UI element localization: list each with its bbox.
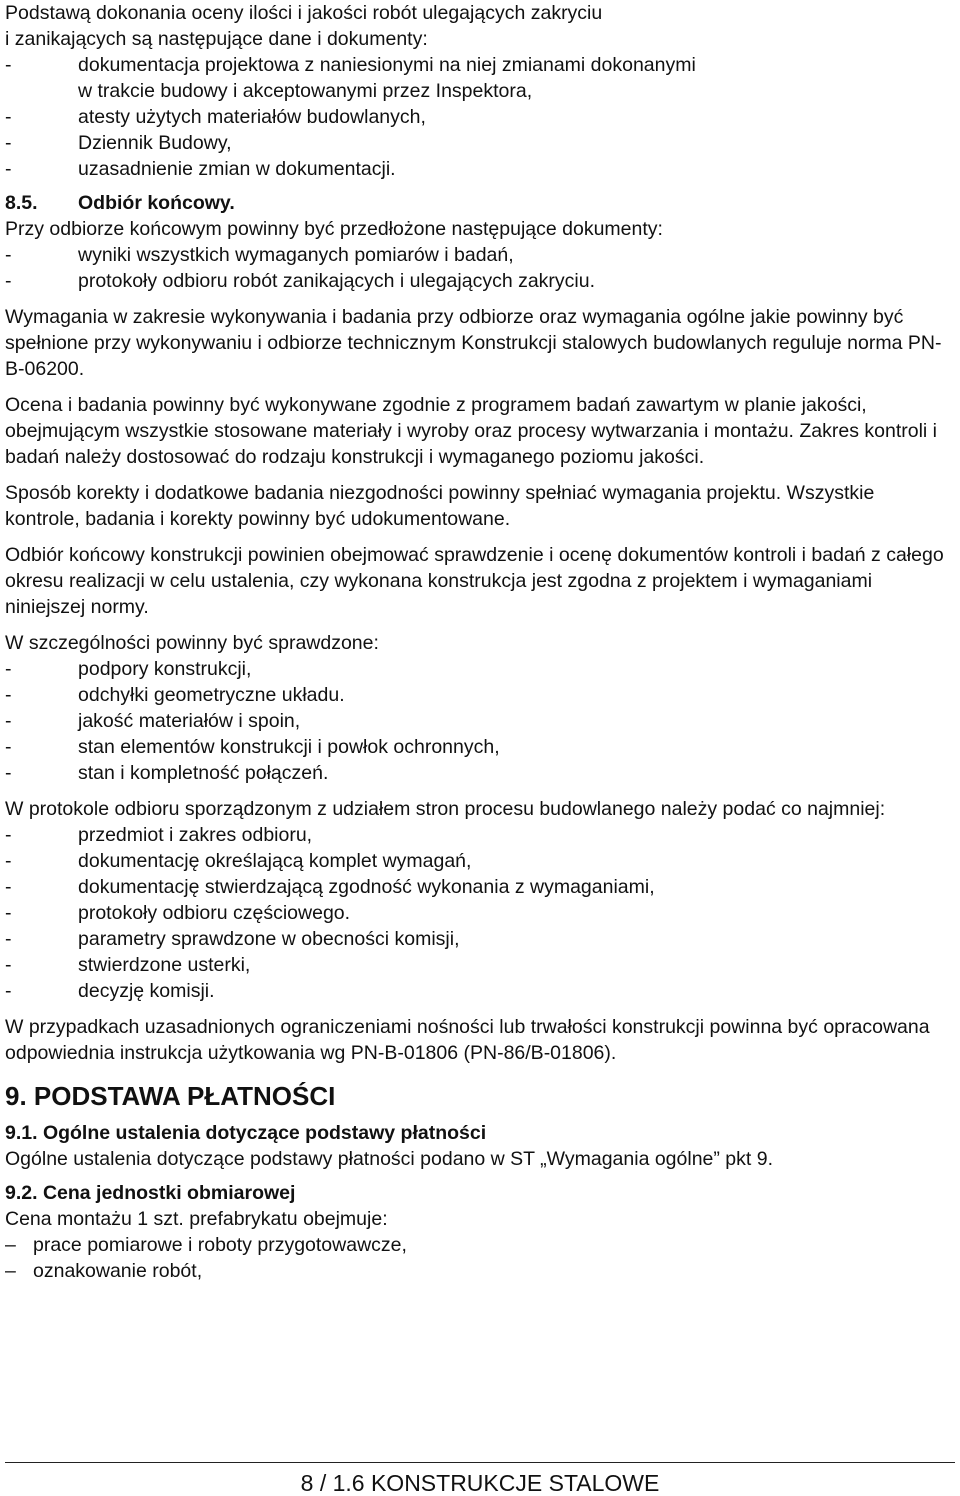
section-9-1-title: 9.1. Ogólne ustalenia dotyczące podstawy płatności — [5, 1122, 487, 1144]
list-item: - jakość materiałów i spoin, — [5, 710, 301, 732]
list-item: - parametry sprawdzone w obecności komisji, — [5, 928, 460, 950]
list-item: - dokumentację stwierdzającą zgodność wykonania z wymaganiami, — [5, 876, 655, 898]
document-page — [5, 0, 953, 1284]
intro-list — [5, 52, 953, 182]
list-item: - stan i kompletność połączeń. — [5, 762, 329, 784]
paragraph: Sposób korekty i dodatkowe badania niezgodności powinny spełniać wymagania projektu. Wszystkie kontrole, badania i korekty powinny być udokumentowane. — [5, 482, 875, 530]
list-item: - stan elementów konstrukcji i powłok ochronnych, — [5, 736, 500, 758]
paragraph: W szczególności powinny być sprawdzone: — [5, 632, 379, 654]
list-item: - protokoły odbioru robót zanikających i ulegających zakryciu. — [5, 270, 596, 292]
footer-divider — [5, 1462, 955, 1463]
paragraph: W protokole odbioru sporządzonym z udziałem stron procesu budowlanego należy podać co najmniej: — [5, 798, 886, 820]
list-item: - atesty użytych materiałów budowlanych, — [5, 106, 426, 128]
section-9-2-title: 9.2. Cena jednostki obmiarowej — [5, 1182, 296, 1204]
check-list — [5, 656, 953, 786]
required-docs-list — [5, 242, 953, 294]
section-8-5-heading — [5, 190, 953, 216]
section-8-5-intro: Przy odbiorze końcowym powinny być przedłożone następujące dokumenty: — [5, 218, 663, 240]
paragraph: Ogólne ustalenia dotyczące podstawy płatności podano w ST „Wymagania ogólne” pkt 9. — [5, 1148, 773, 1170]
list-item: - odchyłki geometryczne układu. — [5, 684, 345, 706]
paragraph: Ocena i badania powinny być wykonywane zgodnie z programem badań zawartym w planie jakości, obejmującym wszystkie stosowane materiały i wyroby oraz procesy wytwarzania i montażu. Zakres kontroli i badań należy dostosować do rodzaju konstrukcji i wymaganego poziomu jakości. — [5, 394, 937, 468]
protocol-list — [5, 822, 953, 1004]
list-item: - wyniki wszystkich wymaganych pomiarów i badań, — [5, 244, 514, 266]
list-item: - protokoły odbioru częściowego. — [5, 902, 351, 924]
paragraph: Cena montażu 1 szt. prefabrykatu obejmuje: — [5, 1208, 388, 1230]
list-item: - uzasadnienie zmian w dokumentacji. — [5, 158, 396, 180]
price-list — [5, 1232, 953, 1284]
paragraph: Odbiór końcowy konstrukcji powinien obejmować sprawdzenie i ocenę dokumentów kontroli i badań z całego okresu realizacji w celu ustalenia, czy wykonana konstrukcja jest zgodna z projektem i wymaganiami niniejszej normy. — [5, 544, 944, 618]
paragraph: W przypadkach uzasadnionych ograniczeniami nośności lub trwałości konstrukcji powinna być opracowana odpowiednia instrukcja użytkowania wg PN-B-01806 (PN-86/B-01806). — [5, 1016, 930, 1064]
list-item: - stwierdzone usterki, — [5, 954, 251, 976]
intro-line-2: i zanikających są następujące dane i dokumenty: — [5, 28, 428, 50]
list-item: – prace pomiarowe i roboty przygotowawcze, — [5, 1234, 407, 1256]
paragraph: Wymagania w zakresie wykonywania i badania przy odbiorze oraz wymagania ogólne jakie powinny być spełnione przy wykonywaniu i odbiorze technicznym Konstrukcji stalowych budowlanych reguluje norma PN-B-06200. — [5, 306, 942, 380]
list-item: - dokumentacja projektowa z naniesionymi na niej zmianami dokonanymi w trakcie budowy i akceptowanymi przez Inspektora, — [5, 54, 696, 102]
list-item: - podpory konstrukcji, — [5, 658, 252, 680]
list-item: – oznakowanie robót, — [5, 1260, 203, 1282]
list-item: - przedmiot i zakres odbioru, — [5, 824, 313, 846]
list-item: - decyzję komisji. — [5, 980, 215, 1002]
page-footer: 8 / 1.6 KONSTRUKCJE STALOWE — [300, 1470, 660, 1496]
section-9-title: 9. PODSTAWA PŁATNOŚCI — [5, 1081, 336, 1111]
section-number: 8.5. — [5, 192, 38, 214]
intro-line-1: Podstawą dokonania oceny ilości i jakości robót ulegających zakryciu — [5, 2, 603, 24]
list-item: - dokumentację określającą komplet wymagań, — [5, 850, 472, 872]
section-title: Odbiór końcowy. — [78, 192, 235, 214]
list-item: - Dziennik Budowy, — [5, 132, 232, 154]
